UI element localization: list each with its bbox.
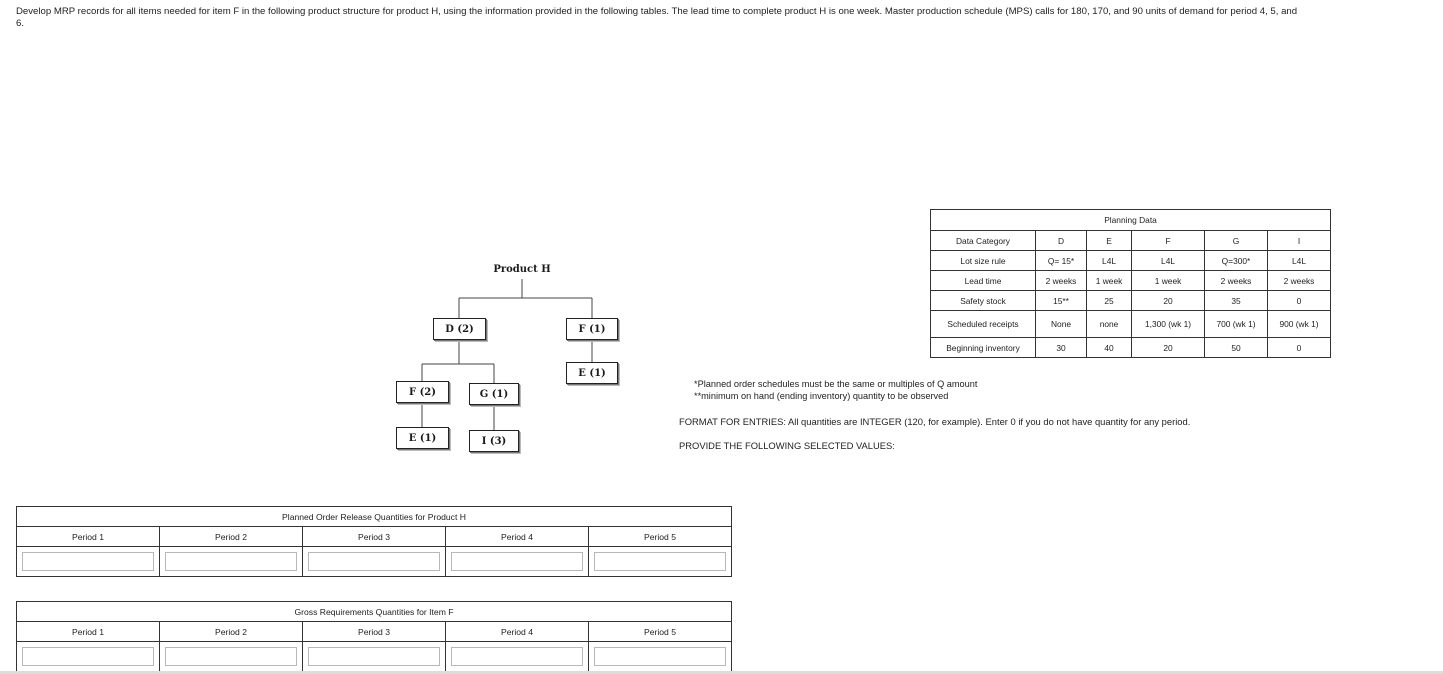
footnote-min-on-hand: **minimum on hand (ending inventory) quantity to be observed	[694, 391, 949, 401]
table-cell: Q= 15*	[1036, 251, 1087, 271]
table-cell: none	[1087, 311, 1132, 338]
table-cell: Scheduled receipts	[931, 311, 1036, 338]
input-row	[17, 547, 731, 576]
table-cell: L4L	[1132, 251, 1205, 271]
planning-data-title: Planning Data	[931, 210, 1331, 231]
period-header: Period 3	[302, 622, 445, 641]
question-prompt: Develop MRP records for all items needed for item F in the following product structure for product H, using the information provided in the following tables. The lead time to complete product H is one week. Master production schedule (MPS) calls for 180, 170, and 90 units of demand for period 4, 5, and 6.	[16, 6, 1298, 29]
gr-f-period-1-input[interactable]	[22, 647, 154, 666]
header-i: I	[1267, 231, 1330, 251]
period-header: Period 3	[302, 527, 445, 546]
gr-f-period-3-input[interactable]	[308, 647, 440, 666]
por-h-period-2-input[interactable]	[165, 552, 297, 571]
period-header: Period 1	[71, 626, 104, 637]
tree-connector-lines	[0, 0, 700, 480]
product-structure-tree	[0, 0, 700, 480]
table-cell: 25	[1087, 291, 1132, 311]
input-cell	[17, 642, 159, 671]
input-cell	[445, 547, 588, 576]
period-header: Period 4	[445, 527, 588, 546]
planning-header-row	[931, 231, 1331, 251]
por-h-period-4-input[interactable]	[451, 552, 583, 571]
provide-instructions: PROVIDE THE FOLLOWING SELECTED VALUES:	[679, 440, 895, 451]
table-cell: Beginning inventory	[931, 338, 1036, 358]
table-cell: L4L	[1267, 251, 1330, 271]
table-cell: Lead time	[931, 271, 1036, 291]
table-cell: 50	[1205, 338, 1268, 358]
answer-table-planned-order-release	[16, 506, 732, 577]
header-e: E	[1087, 231, 1132, 251]
table-cell: 40	[1087, 338, 1132, 358]
row-scheduled-receipts	[931, 311, 1331, 338]
period-header: Period 5	[588, 527, 731, 546]
tree-node-f-top: F (1)	[566, 318, 618, 340]
table-cell: Safety stock	[931, 291, 1036, 311]
answer-table-gross-requirements-f	[16, 601, 732, 672]
period-header-row	[17, 527, 731, 547]
tree-node-d: D (2)	[433, 318, 486, 340]
footnote-q-amount: *Planned order schedules must be the same or multiples of Q amount	[694, 379, 978, 389]
header-d: D	[1036, 231, 1087, 251]
input-cell	[302, 642, 445, 671]
table-cell: 0	[1267, 291, 1330, 311]
tree-node-e-low: E (1)	[396, 427, 449, 449]
row-beginning-inventory	[931, 338, 1331, 358]
tree-node-e-top: E (1)	[566, 362, 618, 384]
table-cell: Q=300*	[1205, 251, 1268, 271]
period-header: Period 2	[159, 527, 302, 546]
table-cell: None	[1036, 311, 1087, 338]
input-row	[17, 642, 731, 671]
table-cell: 1 week	[1087, 271, 1132, 291]
table-cell: 35	[1205, 291, 1268, 311]
row-lot-size	[931, 251, 1331, 271]
row-lead-time	[931, 271, 1331, 291]
table-cell: 20	[1132, 291, 1205, 311]
header-g: G	[1205, 231, 1268, 251]
tree-node-f-mid: F (2)	[396, 381, 449, 403]
row-safety-stock	[931, 291, 1331, 311]
input-cell	[588, 547, 731, 576]
table-cell: 30	[1036, 338, 1087, 358]
gr-f-period-4-input[interactable]	[451, 647, 583, 666]
table-cell: 2 weeks	[1205, 271, 1268, 291]
gr-f-period-5-input[interactable]	[594, 647, 726, 666]
table-cell: L4L	[1087, 251, 1132, 271]
period-header: Period 4	[445, 622, 588, 641]
planning-data-table	[930, 209, 1331, 358]
table-cell: 0	[1267, 338, 1330, 358]
answer-table-title: Planned Order Release Quantities for Product H	[17, 507, 731, 527]
table-cell: 700 (wk 1)	[1205, 311, 1268, 338]
table-cell: Lot size rule	[931, 251, 1036, 271]
input-cell	[588, 642, 731, 671]
format-instructions: FORMAT FOR ENTRIES: All quantities are INTEGER (120, for example). Enter 0 if you do not have quantity for any period.	[679, 416, 1191, 427]
por-h-period-1-input[interactable]	[22, 552, 154, 571]
period-header: Period 1	[71, 531, 104, 542]
tree-node-product-h: Product H	[493, 264, 551, 275]
table-cell: 1,300 (wk 1)	[1132, 311, 1205, 338]
tree-node-i: I (3)	[469, 430, 519, 452]
tree-node-g: G (1)	[469, 383, 519, 405]
table-cell: 2 weeks	[1036, 271, 1087, 291]
input-cell	[17, 547, 159, 576]
gr-f-period-2-input[interactable]	[165, 647, 297, 666]
input-cell	[159, 547, 302, 576]
table-cell: 900 (wk 1)	[1267, 311, 1330, 338]
period-header-row	[17, 622, 731, 642]
por-h-period-5-input[interactable]	[594, 552, 726, 571]
table-cell: 1 week	[1132, 271, 1205, 291]
table-cell: 20	[1132, 338, 1205, 358]
input-cell	[159, 642, 302, 671]
table-cell: 2 weeks	[1267, 271, 1330, 291]
period-header: Period 2	[159, 622, 302, 641]
table-cell: 15**	[1036, 291, 1087, 311]
answer-table-title: Gross Requirements Quantities for Item F	[17, 602, 731, 622]
header-data-category: Data Category	[931, 231, 1036, 251]
footnotes	[694, 378, 977, 402]
por-h-period-3-input[interactable]	[308, 552, 440, 571]
input-cell	[445, 642, 588, 671]
period-header: Period 5	[588, 622, 731, 641]
input-cell	[302, 547, 445, 576]
header-f: F	[1132, 231, 1205, 251]
